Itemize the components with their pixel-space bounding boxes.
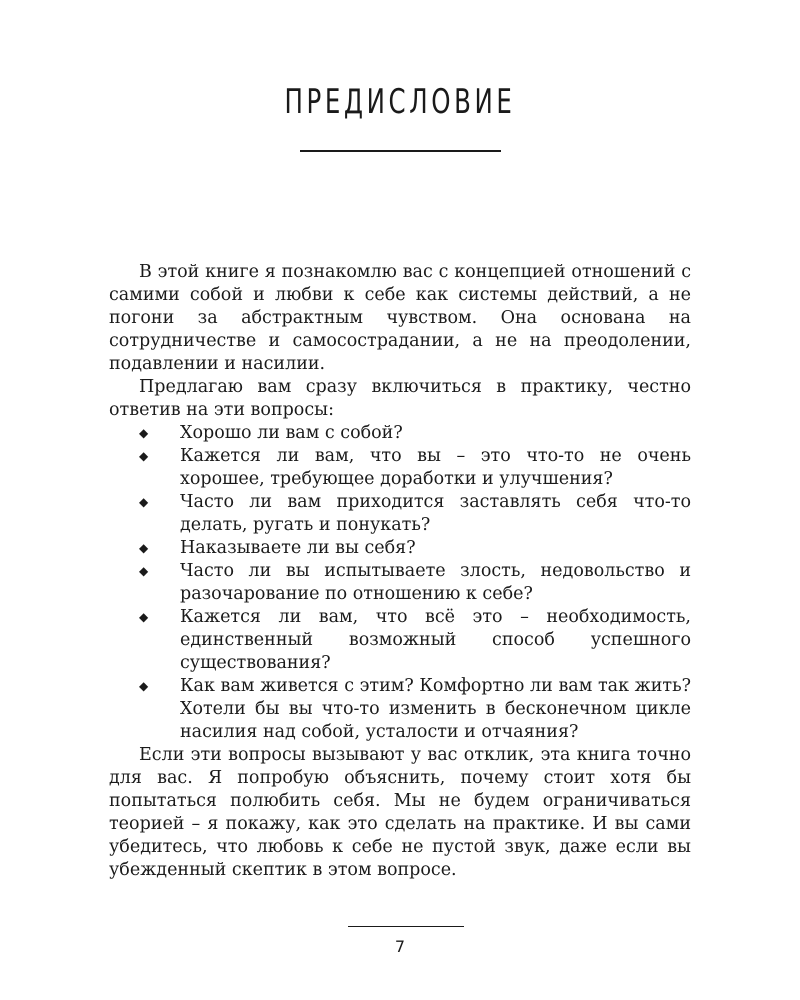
- question-text: Хорошо ли вам с собой?: [180, 423, 403, 443]
- question-text: Как вам живется с этим? Комфортно ли вам так жить? Хотели бы вы что-то изменить в бесконечном цикле насилия над собой, усталости и отчаяния?: [180, 676, 691, 742]
- list-item: [109, 491, 691, 537]
- footer-rule: [348, 926, 464, 927]
- diamond-bullet-icon: ◆: [139, 495, 149, 509]
- title-underline: [300, 150, 501, 152]
- question-text: Наказываете ли вы себя?: [180, 538, 416, 558]
- questions-lead-paragraph: Предлагаю вам сразу включиться в практику, честно ответив на эти вопросы:: [109, 377, 691, 420]
- questions-list: [109, 422, 691, 744]
- list-item: [109, 422, 691, 445]
- page-number: 7: [394, 937, 406, 956]
- diamond-bullet-icon: ◆: [139, 679, 149, 693]
- list-item: [109, 537, 691, 560]
- diamond-bullet-icon: ◆: [139, 610, 149, 624]
- question-text: Часто ли вы испытываете злость, недовольство и разочарование по отношению к себе?: [180, 561, 691, 604]
- closing-paragraph: Если эти вопросы вызывают у вас отклик, эта книга точно для вас. Я попробую объяснить, почему стоит хотя бы попытаться полюбить себя. Мы не будем ограничиваться теорией – я покажу, как это сделать на практике. И вы сами убедитесь, что любовь к себе не пустой звук, даже если вы убежденный скептик в этом вопросе.: [109, 745, 691, 880]
- list-item: [109, 445, 691, 491]
- body-text: [109, 261, 691, 882]
- diamond-bullet-icon: ◆: [139, 449, 149, 463]
- diamond-bullet-icon: ◆: [139, 541, 149, 555]
- question-text: Часто ли вам приходится заставлять себя что-то делать, ругать и понукать?: [180, 492, 691, 535]
- question-text: Кажется ли вам, что всё это – необходимость, единственный возможный способ успешного существования?: [180, 607, 691, 673]
- diamond-bullet-icon: ◆: [139, 426, 149, 440]
- list-item: [109, 675, 691, 744]
- diamond-bullet-icon: ◆: [139, 564, 149, 578]
- question-text: Кажется ли вам, что вы – это что-то не очень хорошее, требующее доработки и улучшения?: [180, 446, 691, 489]
- list-item: [109, 560, 691, 606]
- intro-paragraph: В этой книге я познакомлю вас с концепцией отношений с самими собой и любви к себе как системы действий, а не погони за абстрактным чувством. Она основана на сотрудничестве и самосострадании, а не на преодолении, подавлении и насилии.: [109, 262, 691, 374]
- list-item: [109, 606, 691, 675]
- chapter-title: ПРЕДИСЛОВИЕ: [284, 82, 516, 122]
